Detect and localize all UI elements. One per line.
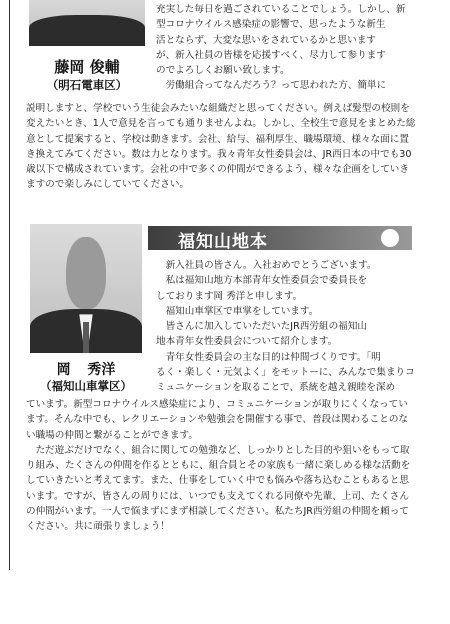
text-line: 地本青年女性委員会について紹介します。: [156, 336, 338, 348]
text-line: 型コロナウイルス感染症の影響で、思ったような新生: [156, 19, 386, 31]
text-line: 青年女性委員会の主な目的は仲間づくりです。「明: [165, 351, 381, 363]
article2-body: [26, 397, 416, 535]
article1-body: [26, 101, 416, 193]
portrait-photo-oka: [30, 224, 142, 353]
text-line: 活とならず、大変な思いをされているかと思います: [156, 34, 376, 46]
text-line: 福知山車掌区で車掌をしています。: [165, 305, 319, 317]
article2-column-text: [156, 258, 418, 396]
text-line: 皆さんに加入していただいたJR西労組の福知山: [165, 321, 367, 333]
circle-icon: [381, 229, 399, 247]
body-paragraph: ています。新型コロナウイルス感染症により、コミュニケーションが取りにくくなっています。そんな中でも、レクリエーションや勉強会を開催する事で、普段は関わることのない職場の仲間と繋がることができます。: [26, 399, 409, 441]
section-title: 福知山地本: [178, 232, 268, 252]
photo-tie: [83, 322, 89, 353]
text-line: 新入社員の皆さん。入社おめでとうございます。: [165, 260, 377, 271]
left-border-rule: [9, 0, 10, 570]
text-line: るく・楽しく・元気よく」をモットーに、みんなで集まりコ: [156, 367, 415, 379]
section-header-band: [148, 226, 412, 250]
text-line: 充実した毎日を過ごされていることでしょう。しかし、新: [156, 4, 406, 15]
body-paragraph: 説明しますと、学校でいう生徒会みたいな組織だと思ってください。例えば髪型の校則を変えたいとき、1人で意見を言っても通りませんよね。しかし、全校生で意見をまとめた総意として提案すると、学校は動きます。会社、給与、福利厚生、職場環境、様々な面に置き換えてみてください。数は力となります。我々青年女性委員会は、JR西日本の中でも30歳以下で構成されています。会社の中で多くの仲間ができるよう、様々な企画をしていきますので楽しみにしていてください。: [26, 103, 416, 191]
affiliation-fujioka: （明石電車区）: [46, 78, 128, 92]
photo-suit: [29, 15, 145, 46]
article1-column-text: [156, 2, 418, 94]
text-line: 私は福知山地方本部青年女性委員会で委員長を: [165, 275, 368, 287]
person-name-fujioka: 藤岡 俊輔: [54, 58, 120, 76]
text-line: が、新入社員の皆様を応援すべく、尽力して参ります: [156, 49, 386, 61]
portrait-photo-fujioka: [29, 0, 145, 46]
affiliation-oka: （福知山車掌区）: [40, 379, 132, 393]
photo-head: [66, 237, 106, 309]
text-line: のでよろしくお願い致します。: [156, 65, 290, 77]
person-name-oka: 岡 秀洋: [56, 362, 116, 378]
text-line: しております岡 秀洋と申します。: [156, 290, 303, 302]
text-line: ミュニケーションを取ることで、系統を越え親睦を深め: [156, 382, 396, 394]
text-line: 労働組合ってなんだろう？って思われた方、簡単に: [165, 80, 387, 92]
body-paragraph: ただ遊ぶだけでなく、組合に関しての勉強など、しっかりとした目的や狙いをもって取り組み、たくさんの仲間を作るとともに、組合員とその家族も一緒に楽しめる様な活動をしていきたいと考えてます。また、仕事をしていく中でも悩みや落ち込むこともあると思います。ですが、皆さんの周りには、いつでも支えてくれる同僚や先輩、上司、たくさんの仲間がいます。一人で悩まずにまず相談してください。私たちJR西労組の仲間を頼ってください。共に頑張りましょう！: [26, 444, 411, 533]
